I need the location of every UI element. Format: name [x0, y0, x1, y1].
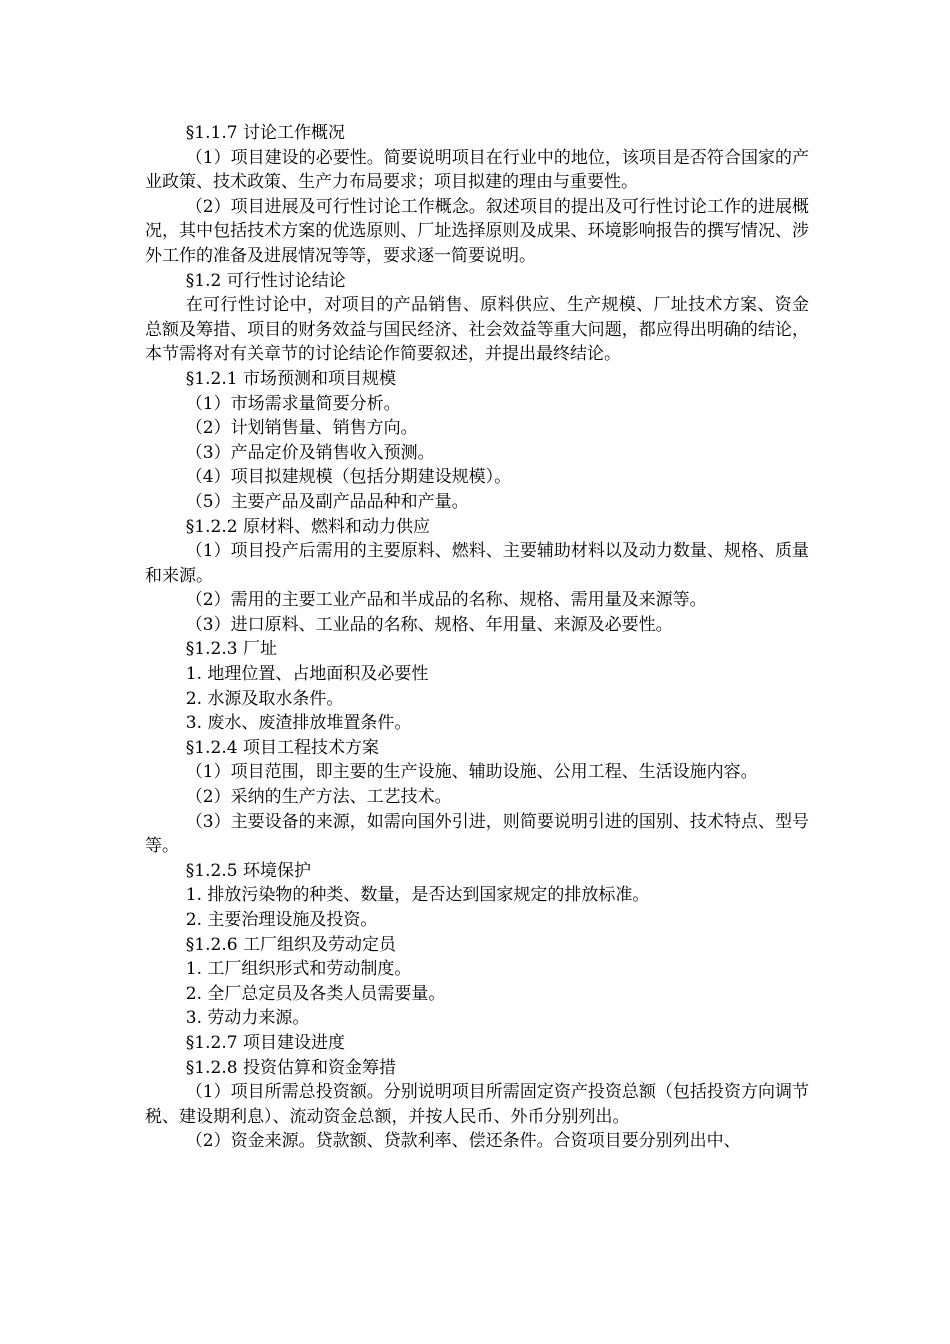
list-item: （2）采纳的生产方法、工艺技术。: [185, 787, 452, 808]
list-item: （1）项目所需总投资额。分别说明项目所需固定资产投资总额（包括投资方向调节税、建设期利息）、流动资金总额，并按人民币、外币分别列出。: [145, 1082, 809, 1127]
section-heading: §1.2.6 工厂组织及劳动定员: [185, 934, 396, 955]
list-item: 2. 主要治理设施及投资。: [185, 910, 378, 930]
list-item: （4）项目拟建规模（包括分期建设规模）。: [185, 467, 512, 488]
section-heading: §1.2.7 项目建设进度: [185, 1032, 345, 1053]
list-item: 1. 排放污染物的种类、数量，是否达到国家规定的排放标准。: [185, 885, 650, 906]
list-item: （2）资金来源。贷款额、贷款利率、偿还条件。合资项目要分别列出中、: [185, 1131, 741, 1152]
paragraph: （2）项目进展及可行性讨论工作概念。叙述项目的提出及可行性讨论工作的进展概况，其中包括技术方案的优选原则、厂址选择原则及成果、环境影响报告的撰写情况、涉外工作的准备及进展情况等等，要求逐一简要说明。: [145, 196, 809, 266]
list-item: 2. 水源及取水条件。: [185, 688, 344, 709]
section-heading: §1.2.3 厂址: [185, 639, 277, 660]
section-heading: §1.2.4 项目工程技术方案: [185, 737, 379, 758]
list-item: 3. 废水、废渣排放堆置条件。: [185, 713, 412, 734]
list-item: 1. 工厂组织形式和劳动制度。: [185, 959, 412, 980]
list-item: （3）产品定价及销售收入预测。: [185, 442, 435, 463]
list-item: （3）主要设备的来源，如需向国外引进，则简要说明引进的国别、技术特点、型号等。: [145, 811, 809, 857]
list-item: 2. 全厂总定员及各类人员需要量。: [185, 983, 446, 1004]
list-item: （1）市场需求量简要分析。: [185, 393, 401, 414]
list-item: （2）需用的主要工业产品和半成品的名称、规格、需用量及来源等。: [185, 590, 707, 611]
document-body: [145, 121, 809, 1154]
list-item: （1）项目范围，即主要的生产设施、辅助设施、公用工程、生活设施内容。: [185, 762, 758, 783]
list-item: （1）项目投产后需用的主要原料、燃料、主要辅助材料以及动力数量、规格、质量和来源。: [145, 541, 809, 586]
paragraph: （1）项目建设的必要性。简要说明项目在行业中的地位，该项目是否符合国家的产业政策、技术政策、生产力布局要求；项目拟建的理由与重要性。: [145, 147, 809, 193]
section-heading: §1.2.8 投资估算和资金筹措: [185, 1057, 396, 1078]
list-item: （5）主要产品及副产品品种和产量。: [185, 491, 469, 512]
section-heading: §1.2.5 环境保护: [185, 860, 311, 881]
list-item: （3）进口原料、工业品的名称、规格、年用量、来源及必要性。: [185, 614, 673, 635]
list-item: （2）计划销售量、销售方向。: [185, 418, 418, 439]
paragraph: 在可行性讨论中，对项目的产品销售、原料供应、生产规模、厂址技术方案、资金总额及筹措、项目的财务效益与国民经济、社会效益等重大问题，都应得出明确的结论，本节需将对有关章节的讨论结论作简要叙述，并提出最终结论。: [145, 295, 809, 365]
section-heading: §1.2 可行性讨论结论: [185, 270, 346, 291]
list-item: 1. 地理位置、占地面积及必要性: [185, 664, 429, 685]
section-heading: §1.2.2 原材料、燃料和动力供应: [185, 516, 430, 537]
list-item: 3. 劳动力来源。: [185, 1008, 310, 1029]
section-heading: §1.1.7 讨论工作概况: [185, 123, 345, 143]
section-heading: §1.2.1 市场预测和项目规模: [185, 368, 396, 389]
